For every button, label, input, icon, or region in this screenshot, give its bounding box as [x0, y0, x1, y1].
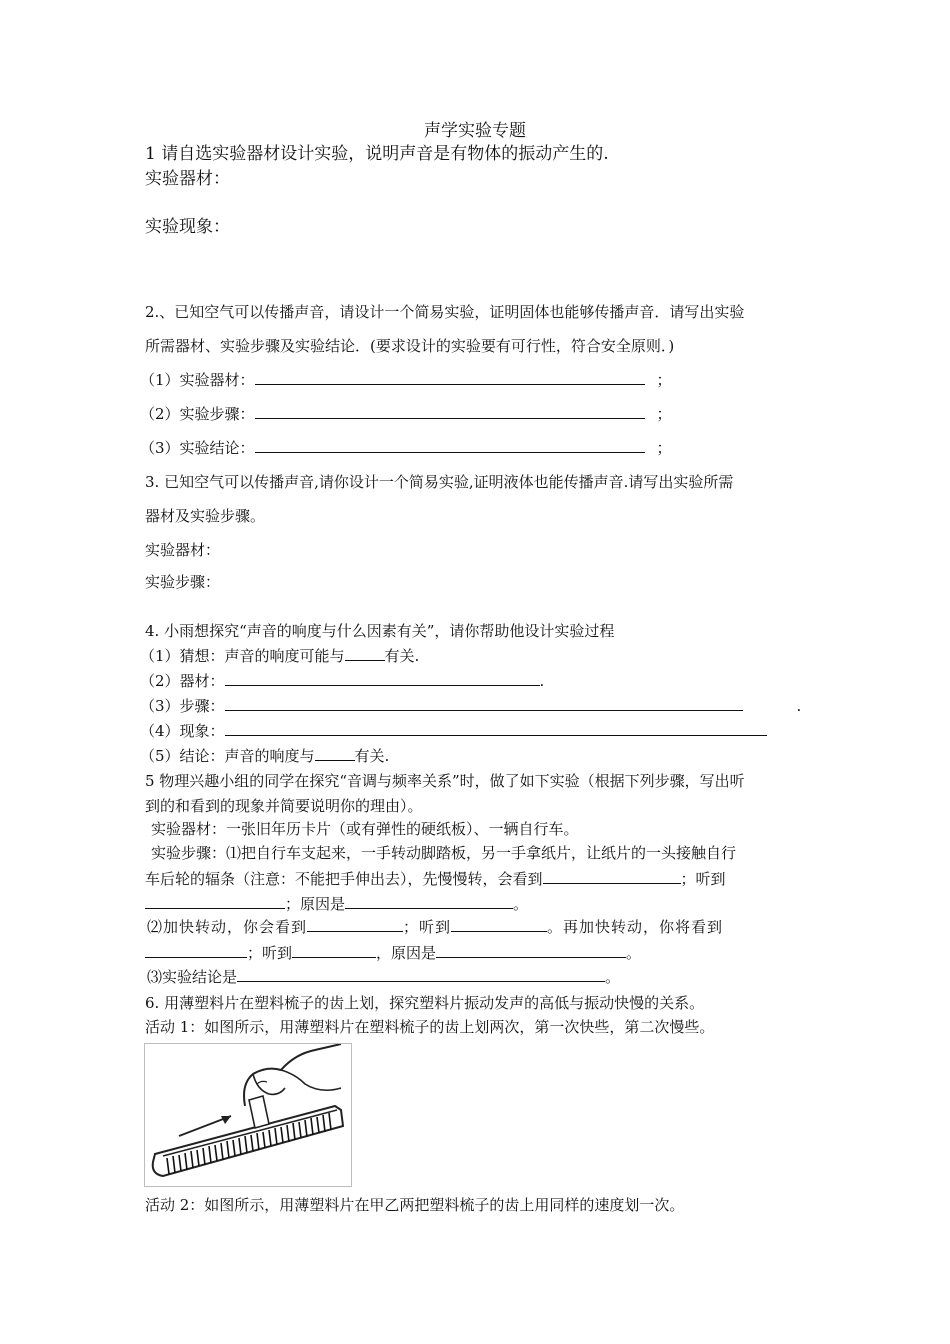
q5-step1-line3 — [145, 894, 528, 914]
answer-blank[interactable] — [345, 894, 513, 909]
answer-blank[interactable] — [225, 696, 743, 711]
answer-blank[interactable] — [315, 746, 355, 761]
q4-phenomenon-label: （4）现象： — [140, 722, 225, 740]
answer-blank[interactable] — [225, 721, 767, 736]
q5-hear-label: ；听到 — [680, 870, 726, 888]
answer-blank[interactable] — [292, 943, 376, 958]
q6-activity2: 活动 2：如图所示，用薄塑料片在甲乙两把塑料梳子的齿上用同样的速度划一次。 — [145, 1196, 685, 1214]
q4-guess — [140, 646, 419, 666]
answer-blank[interactable] — [436, 943, 626, 958]
q6-prompt: 6. 用薄塑料片在塑料梳子的齿上划，探究塑料片振动发声的高低与振动快慢的关系。 — [145, 994, 705, 1012]
q4-guess-text: （1）猜想：声音的响度可能与 — [140, 647, 345, 665]
q5-step2-more: 。再加快转动，你将看到 — [547, 918, 724, 936]
answer-blank[interactable] — [145, 894, 285, 909]
semicolon: ； — [656, 371, 672, 389]
page-title: 声学实验专题 — [424, 121, 526, 141]
q4-steps — [140, 696, 801, 716]
q4-equipment — [140, 671, 544, 691]
answer-blank[interactable] — [345, 646, 385, 661]
comb-illustration-icon — [145, 1044, 351, 1186]
answer-blank[interactable] — [255, 438, 645, 453]
q1-materials-label: 实验器材： — [145, 169, 230, 189]
q6-activity1: 活动 1：如图所示，用薄塑料片在塑料梳子的齿上划两次，第一次快些，第二次慢些。 — [145, 1018, 715, 1036]
q2-prompt-line1: 2.、已知空气可以传播声音，请设计一个简易实验，证明固体也能够传播声音．请写出实验 — [145, 303, 745, 321]
q5-step3-text: ⑶实验结论是 — [147, 968, 238, 986]
q2-item-steps — [140, 404, 672, 424]
q2-item-label: （2）实验步骤： — [140, 405, 255, 423]
q5-prompt-line1: 5 物理兴趣小组的同学在探究“音调与频率关系”时，做了如下实验（根据下列步骤，写出听 — [145, 772, 745, 790]
q5-step1-line1: 实验步骤：⑴把自行车支起来，一手转动脚踏板，另一手拿纸片，让纸片的一头接触自行 — [151, 844, 737, 862]
q2-item-conclusion — [140, 438, 672, 458]
q5-step2-line2 — [145, 943, 641, 963]
q2-item-label: （3）实验结论： — [140, 439, 255, 457]
answer-blank[interactable] — [237, 967, 605, 982]
answer-blank[interactable] — [145, 943, 247, 958]
answer-blank[interactable] — [255, 370, 645, 385]
answer-blank[interactable] — [255, 404, 645, 419]
answer-blank[interactable] — [225, 671, 540, 686]
q5-step2-line1 — [147, 917, 723, 937]
period: . — [539, 672, 545, 690]
q4-guess-suffix: 有关. — [384, 647, 420, 665]
q3-materials-label: 实验器材： — [145, 541, 221, 559]
q5-materials: 实验器材：一张旧年历卡片（或有弹性的硬纸板）、一辆自行车。 — [151, 820, 579, 838]
period: . — [796, 697, 802, 715]
q2-item-materials — [140, 370, 672, 390]
q4-conclusion-text: （5）结论：声音的响度与 — [140, 747, 315, 765]
q5-step1-text: 车后轮的辐条（注意：不能把手伸出去），先慢慢转，会看到 — [145, 870, 543, 888]
q1-phenomenon-label: 实验现象： — [145, 217, 230, 237]
q3-prompt-line2: 器材及实验步骤。 — [145, 507, 266, 525]
q4-conclusion — [140, 746, 389, 766]
semicolon: ； — [656, 405, 672, 423]
q4-prompt: 4. 小雨想探究“声音的响度与什么因素有关”，请你帮助他设计实验过程 — [145, 622, 615, 640]
q2-prompt-line2: 所需器材、实验步骤及实验结论．(要求设计的实验要有可行性，符合安全原则．) — [145, 337, 675, 355]
q4-equipment-label: （2）器材： — [140, 672, 225, 690]
answer-blank[interactable] — [543, 869, 681, 884]
q5-reason-label: ，原因是 — [376, 944, 437, 962]
q5-step2-text: ⑵加快转动，你会看到 — [147, 918, 308, 936]
q4-steps-label: （3）步骤： — [140, 697, 225, 715]
period: 。 — [605, 968, 621, 986]
semicolon: ； — [656, 439, 672, 457]
q1-prompt: 1 请自选实验器材设计实验，说明声音是有物体的振动产生的. — [145, 144, 609, 164]
q4-phenomenon — [140, 721, 767, 741]
q5-hear-label: ；听到 — [247, 944, 293, 962]
q5-prompt-line2: 到的和看到的现象并简要说明你的理由）。 — [145, 797, 423, 815]
period: 。 — [626, 944, 642, 962]
q5-step1-line2 — [145, 869, 726, 889]
q3-steps-label: 实验步骤： — [145, 573, 221, 591]
q5-reason-label: ；原因是 — [285, 895, 346, 913]
comb-figure — [144, 1043, 352, 1187]
q2-item-label: （1）实验器材： — [140, 371, 255, 389]
q4-conclusion-suffix: 有关. — [354, 747, 390, 765]
q5-step3 — [147, 967, 620, 987]
answer-blank[interactable] — [307, 917, 403, 932]
answer-blank[interactable] — [451, 917, 547, 932]
q5-hear-label: ；听到 — [403, 918, 452, 936]
q3-prompt-line1: 3. 已知空气可以传播声音,请你设计一个简易实验,证明液体也能传播声音.请写出实验所需 — [145, 473, 734, 491]
period: 。 — [513, 895, 529, 913]
